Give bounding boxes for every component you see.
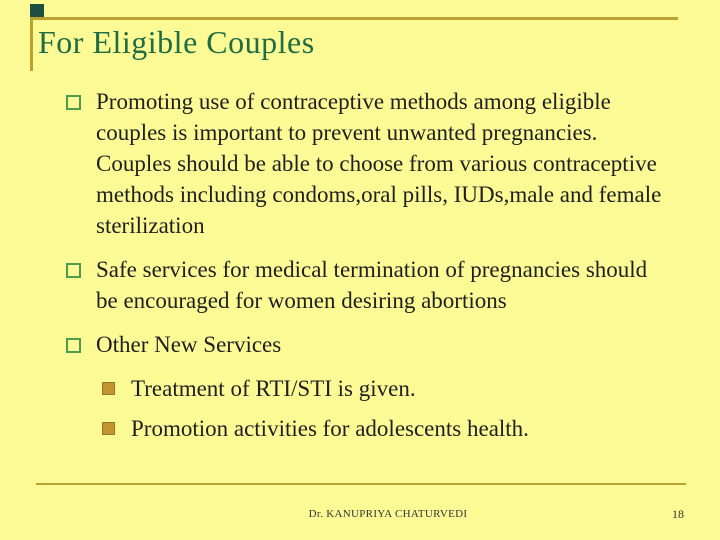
square-outline-bullet-icon bbox=[66, 263, 81, 278]
bullet-text: Other New Services bbox=[96, 332, 282, 357]
title-left-rule bbox=[30, 17, 33, 71]
bullet-item bbox=[66, 329, 666, 360]
slide-body bbox=[66, 86, 666, 453]
square-filled-bullet-icon bbox=[102, 382, 115, 395]
sub-bullet-item bbox=[102, 413, 666, 444]
title-top-rule bbox=[30, 17, 678, 20]
bullet-item bbox=[66, 86, 666, 241]
sub-bullet-text: Treatment of RTI/STI is given. bbox=[131, 376, 416, 401]
square-outline-bullet-icon bbox=[66, 95, 81, 110]
footer-author: Dr. KANUPRIYA CHATURVEDI bbox=[308, 508, 468, 520]
bullet-text: Promoting use of contraceptive methods among eligible couples is important to prevent unwanted pregnancies. Couples should be able to choose from various contraceptive methods including condoms,oral pills, IUDs,male and female sterilization bbox=[96, 89, 662, 238]
slide-page-number: 18 bbox=[672, 507, 684, 521]
square-outline-bullet-icon bbox=[66, 338, 81, 353]
sub-bullet-item bbox=[102, 373, 666, 404]
bullet-item bbox=[66, 254, 666, 316]
square-filled-bullet-icon bbox=[102, 422, 115, 435]
slide-title: For Eligible Couples bbox=[38, 24, 315, 60]
sub-bullet-text: Promotion activities for adolescents health. bbox=[131, 416, 529, 441]
footer-rule bbox=[36, 483, 686, 485]
bullet-text: Safe services for medical termination of pregnancies should be encouraged for women desiring abortions bbox=[96, 257, 648, 313]
